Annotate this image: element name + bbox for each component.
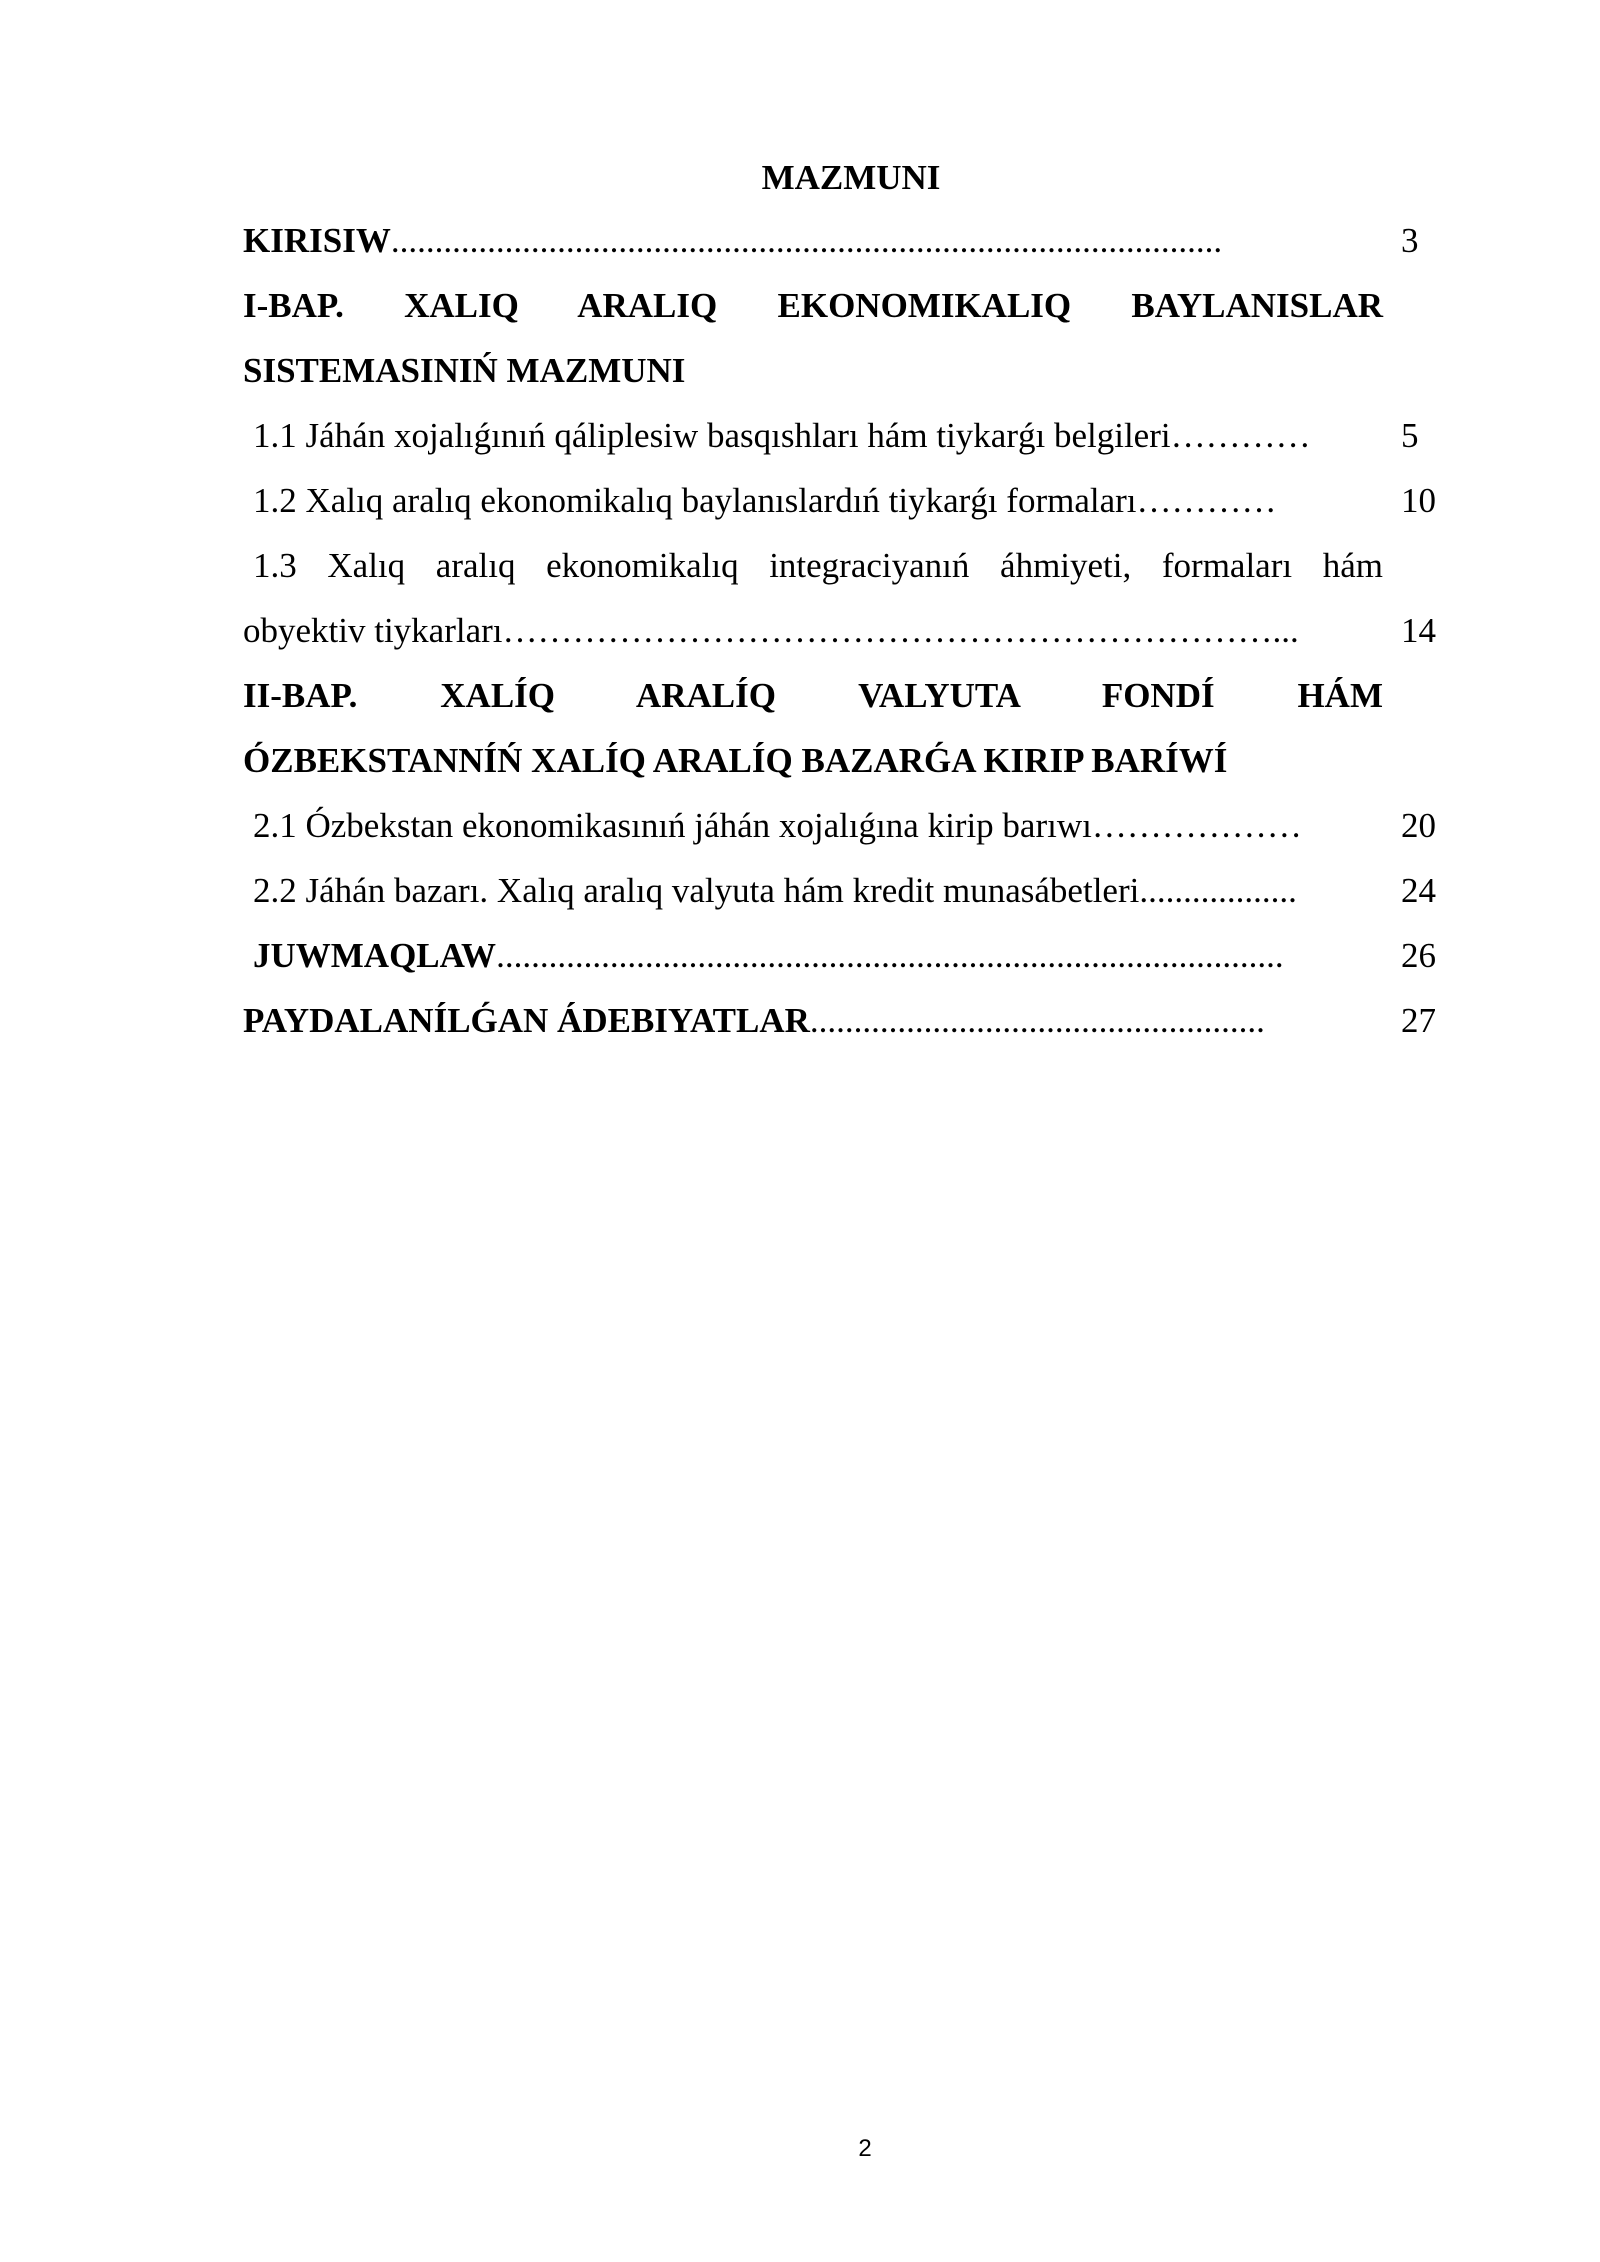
toc-page-number: 3 (1401, 221, 1419, 260)
toc-chapter-1-heading[interactable] (243, 273, 1459, 403)
toc-leader-dots: ………… (1170, 416, 1311, 455)
toc-entry-intro[interactable] (243, 208, 1459, 273)
toc-entry-label (243, 923, 1383, 988)
toc-chapter-2-heading[interactable] (243, 663, 1459, 793)
toc-page-number: 14 (1401, 611, 1436, 650)
toc-entry-label (243, 208, 1383, 273)
toc-entry-1-3[interactable] (243, 533, 1459, 663)
toc-leader-dots: .................. (1139, 871, 1297, 910)
toc-title: MAZMUNI (761, 158, 941, 197)
toc-entry-conclusion[interactable] (243, 923, 1459, 988)
toc-entry-2-2[interactable] (243, 858, 1459, 923)
toc-entry-text: 2.2 Jáhán bazarı. Xalıq aralıq valyuta hám kredit munasábetleri (253, 871, 1140, 910)
chapter-heading-line: SISTEMASINIŃ MAZMUNI (243, 351, 686, 390)
chapter-heading-line: I-BAP. XALIQ ARALIQ EKONOMIKALIQ BAYLANISLAR (243, 286, 1383, 325)
toc-entry-label (243, 598, 1383, 663)
toc-leader-dots: .......................................................................................... (496, 936, 1284, 975)
toc-entry-label (243, 793, 1383, 858)
toc-page-number: 24 (1401, 871, 1436, 910)
toc-entry-text: 1.2 Xalıq aralıq ekonomikalıq baylanıslardıń tiykarǵı formaları (253, 481, 1137, 520)
toc-entry-2-1[interactable] (243, 793, 1459, 858)
toc-leader-dots: ............................................................................................... (390, 221, 1223, 260)
toc-page-number: 20 (1401, 806, 1436, 845)
toc-entry-text: KIRISIW (243, 221, 391, 260)
toc-entry-references[interactable] (243, 988, 1459, 1053)
toc-leader-dots: ……………… (1091, 806, 1302, 845)
toc-entry-text: 1.3 Xalıq aralıq ekonomikalıq integraciyanıń áhmiyeti, formaları hám (253, 546, 1383, 585)
toc-entry-text: 2.1 Ózbekstan ekonomikasınıń jáhán xojalıǵına kirip barıwı (253, 806, 1092, 845)
toc-entry-text: PAYDALANÍLǴAN ÁDEBIYATLAR (243, 1001, 810, 1040)
toc-entry-label (243, 403, 1383, 468)
table-of-contents (243, 148, 1459, 1053)
toc-page-number: 5 (1401, 416, 1419, 455)
toc-entry-label (243, 468, 1383, 533)
toc-entry-text: obyektiv tiykarları (243, 611, 503, 650)
toc-page-number: 26 (1401, 936, 1436, 975)
toc-entry-text: 1.1 Jáhán xojalıǵınıń qáliplesiw basqıshları hám tiykarǵı belgileri (253, 416, 1171, 455)
toc-entry-text: JUWMAQLAW (253, 936, 497, 975)
toc-leader-dots: .................................................... (809, 1001, 1265, 1040)
page-number-footer: 2 (858, 2135, 872, 2162)
toc-entry-1-1[interactable] (243, 403, 1459, 468)
chapter-heading-line: ÓZBEKSTANNÍŃ XALÍQ ARALÍQ BAZARǴA KIRIP BARÍWÍ (243, 741, 1228, 780)
toc-entry-continuation (243, 598, 1459, 663)
toc-leader-dots: …………………………………………………………... (502, 611, 1299, 650)
toc-entry-1-2[interactable] (243, 468, 1459, 533)
toc-entry-label (243, 858, 1383, 923)
toc-leader-dots: ………… (1136, 481, 1277, 520)
toc-page-number: 27 (1401, 1001, 1436, 1040)
chapter-heading-line: II-BAP. XALÍQ ARALÍQ VALYUTA FONDÍ HÁM (243, 676, 1383, 715)
toc-entry-label (243, 988, 1383, 1053)
toc-page-number: 10 (1401, 481, 1436, 520)
